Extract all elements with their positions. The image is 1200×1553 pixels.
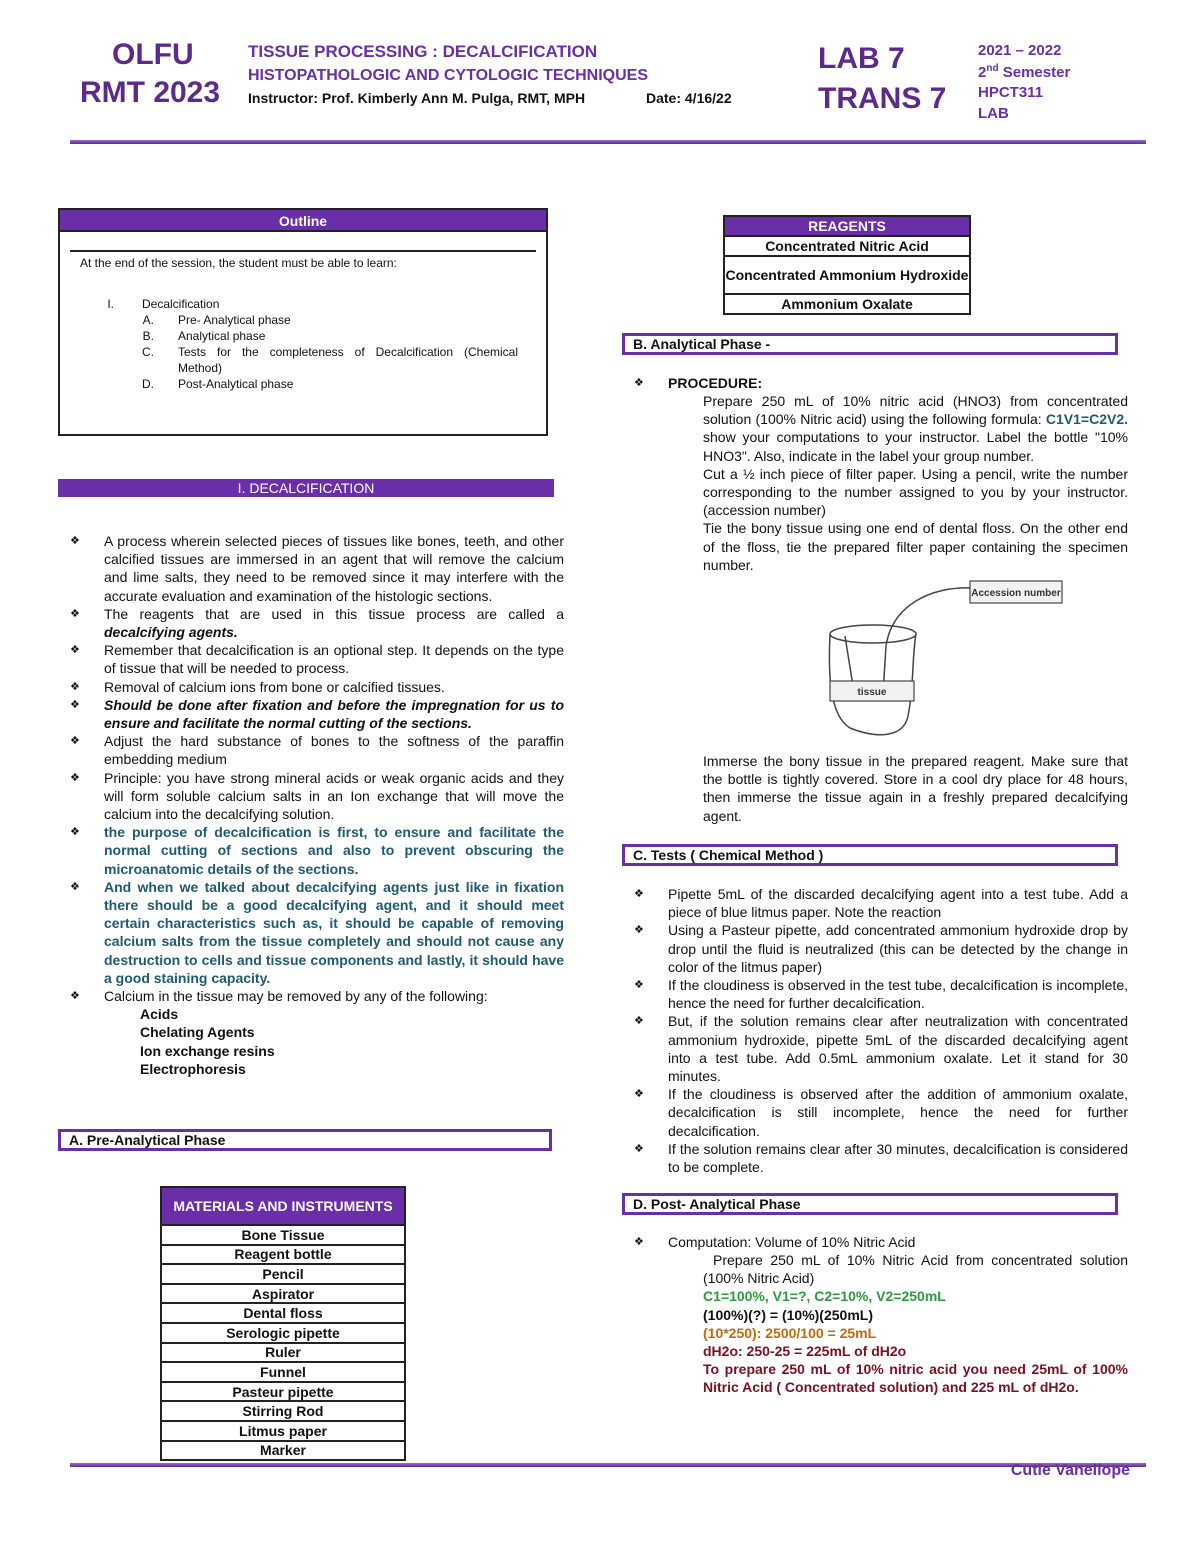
- list-item: ❖ Remember that decalcification is an optional step. It depends on the type of tissue that will be needed to process.: [70, 642, 564, 677]
- list-item: ❖ The reagents that are used in this tissue process are called a decalcifying agents.: [70, 605, 564, 641]
- list-item: ❖ Should be done after fixation and before the impregnation for us to ensure and facilitate the normal cutting of the sections.: [70, 696, 564, 732]
- bottle-diagram: [820, 576, 1070, 746]
- outline-subitem: D. Post-Analytical phase: [142, 377, 294, 391]
- trans-number: TRANS 7: [818, 82, 947, 115]
- tests-heading: C. Tests ( Chemical Method ): [622, 844, 1118, 866]
- bullet-icon: ❖: [70, 698, 80, 711]
- bullet-icon: ❖: [634, 1015, 644, 1028]
- instructor: Instructor: Prof. Kimberly Ann M. Pulga, RMT, MPH: [248, 90, 586, 106]
- list-item: ❖ the purpose of decalcification is first, to ensure and facilitate the normal cutting of sections and also to prevent obscuring the microanatomic details of the sections.: [70, 824, 564, 877]
- tests-list: [622, 885, 1128, 1176]
- bullet-icon: ❖: [70, 771, 80, 784]
- list-item: ❖ And when we talked about decalcifying agents just like in fixation there should be a good decalcifying agent, and it should meet certain characteristics such as, it should be capable of removing calcium salts from the tissue completely and should not cause any destruction to cells and tissue components and lastly, it should have a good staining capacity.: [70, 878, 564, 986]
- footer-author: Cutie Vanellope: [1010, 1462, 1130, 1479]
- table-row: Ammonium Oxalate: [724, 294, 970, 314]
- materials-header: MATERIALS AND INSTRUMENTS: [161, 1187, 405, 1225]
- table-row: Ruler: [161, 1343, 405, 1363]
- computation-water: dH2o: 250-25 = 225mL of dH2o: [703, 1343, 907, 1360]
- list-item: ❖ Calcium in the tissue may be removed by any of the following:: [70, 988, 488, 1005]
- logo-line-1: OLFU: [112, 38, 194, 71]
- bullet-icon: ❖: [634, 1236, 644, 1248]
- outline-subitem: C. Tests for the completeness of Decalcification (Chemical Method): [142, 345, 518, 375]
- date: Date: 4/16/22: [646, 90, 732, 106]
- list-item: ❖ Adjust the hard substance of bones to the softness of the paraffin embedding medium: [70, 733, 564, 768]
- outline-subitem: A. Pre- Analytical phase: [142, 313, 291, 327]
- table-row: Serologic pipette: [161, 1323, 405, 1343]
- bullet-icon: ❖: [70, 644, 80, 657]
- bullet-icon: ❖: [634, 1142, 644, 1155]
- course-type: LAB: [978, 105, 1009, 122]
- bullet-icon: ❖: [70, 680, 80, 693]
- procedure-step: Immerse the bony tissue in the prepared reagent. Make sure that the bottle is tightly covered. Store in a cool dry place for 48 hours, then immerse the tissue again in a freshly prepared decalcifying agent.: [703, 753, 1128, 824]
- list-item: ❖ Removal of calcium ions from bone or calcified tissues.: [70, 678, 445, 695]
- outline-intro: At the end of the session, the student must be able to learn:: [80, 256, 397, 270]
- bullet-icon: ❖: [70, 826, 80, 839]
- post-analytical-heading: D. Post- Analytical Phase: [622, 1193, 1118, 1215]
- decalcification-heading: I. DECALCIFICATION: [58, 479, 554, 497]
- semester: 2nd Semester: [978, 63, 1071, 81]
- school-year: 2021 – 2022: [978, 42, 1062, 59]
- list-item: ❖ But, if the solution remains clear after neutralization with concentrated ammonium hydroxide, pipette 5mL of the discarded decalcifying agent into a test tube. Add 0.5mL ammonium oxalate. Let it stand for 30 minutes.: [634, 1013, 1128, 1085]
- bullet-icon: ❖: [70, 880, 80, 893]
- reagents-header: REAGENTS: [724, 216, 970, 236]
- outline-heading: Outline: [60, 210, 546, 232]
- pre-analytical-heading: A. Pre-Analytical Phase: [58, 1129, 552, 1151]
- page-subtitle: HISTOPATHOLOGIC AND CYTOLOGIC TECHNIQUES: [248, 67, 649, 84]
- list-item: ❖ A process wherein selected pieces of tissues like bones, teeth, and other calcified tissues are immersed in an agent that will remove the calcium and lime salts, they need to be removed since it may interfere with the accurate evaluation and examination of the histologic sections.: [70, 533, 564, 604]
- table-row: Aspirator: [161, 1284, 405, 1304]
- computation-block: [703, 1251, 1128, 1397]
- list-item: ❖ If the cloudiness is observed in the test tube, decalcification is incomplete, hence the need for further decalcification.: [634, 977, 1128, 1012]
- table-row: Marker: [161, 1441, 405, 1461]
- list-item: ❖ Pipette 5mL of the discarded decalcifying agent into a test tube. Add a piece of blue litmus paper. Note the reaction: [634, 886, 1128, 921]
- table-row: Stirring Rod: [161, 1401, 405, 1421]
- post-list: [622, 1233, 1128, 1251]
- course-code: HPCT311: [978, 84, 1044, 101]
- computation-given: C1=100%, V1=?, C2=10%, V2=250mL: [703, 1288, 946, 1305]
- header-divider: [70, 140, 1146, 144]
- computation-equation: (100%)(?) = (10%)(250mL): [703, 1306, 873, 1323]
- computation-text: Prepare 250 mL of 10% Nitric Acid from concentrated solution (100% Nitric Acid): [703, 1252, 1128, 1287]
- decalcification-list: [58, 532, 564, 1078]
- remover-item: Chelating Agents: [140, 1024, 255, 1041]
- remover-item: Acids: [140, 1006, 179, 1023]
- list-item: ❖ If the solution remains clear after 30 minutes, decalcification is considered to be complete.: [634, 1140, 1128, 1176]
- outline-item: I. Decalcification: [107, 297, 220, 311]
- table-row: Reagent bottle: [161, 1245, 405, 1265]
- remover-item: Ion exchange resins: [140, 1042, 275, 1059]
- bullet-icon: ❖: [70, 535, 80, 547]
- procedure-label: ❖ PROCEDURE:: [634, 375, 763, 391]
- accession-label: Accession number: [971, 588, 1061, 599]
- reagents-table: [723, 215, 971, 315]
- lab-number: LAB 7: [818, 42, 905, 75]
- computation-calc: (10*250): 2500/100 = 25mL: [703, 1324, 877, 1341]
- footer-divider: [70, 1463, 1146, 1467]
- procedure-step: Tie the bony tissue using one end of dental floss. On the other end of the floss, tie the prepared filter paper containing the specimen number.: [703, 520, 1128, 573]
- tissue-thread: [845, 636, 853, 686]
- bullet-icon: ❖: [70, 607, 80, 620]
- bottle-mouth: [830, 625, 916, 643]
- table-row: Pencil: [161, 1264, 405, 1284]
- table-row: Litmus paper: [161, 1421, 405, 1441]
- computation-conclusion: To prepare 250 mL of 10% nitric acid you need 25mL of 100% Nitric Acid ( Concentrated solution) and 225 mL of dH2o.: [703, 1361, 1128, 1396]
- bullet-icon: ❖: [634, 377, 644, 389]
- list-item: ❖ If the cloudiness is observed after the addition of ammonium oxalate, decalcification is still incomplete, hence the need for further decalcification.: [634, 1086, 1128, 1139]
- bullet-icon: ❖: [70, 990, 80, 1003]
- table-row: Bone Tissue: [161, 1225, 405, 1245]
- procedure-step: Prepare 250 mL of 10% nitric acid (HNO3) from concentrated solution (100% Nitric acid) using the following formula: C1V1=C2V2. show your computations to your instructor. Label the bottle "10% HNO3". Also, indicate in the label your group number.: [703, 393, 1128, 464]
- bullet-icon: ❖: [634, 1088, 644, 1101]
- outline-list: [60, 296, 546, 392]
- page-title: TISSUE PROCESSING : DECALCIFICATION: [248, 42, 598, 61]
- materials-table: [160, 1186, 406, 1461]
- table-row: Pasteur pipette: [161, 1382, 405, 1402]
- list-item: ❖ Principle: you have strong mineral acids or weak organic acids and they will form soluble calcium salts in an Ion exchange that will move the calcium into the decalcifying solution.: [70, 769, 564, 823]
- bullet-icon: ❖: [70, 735, 80, 748]
- procedure-steps: [703, 392, 1128, 574]
- tissue-label: tissue: [857, 687, 887, 698]
- outline-box: [58, 208, 548, 436]
- list-item: ❖ Computation: Volume of 10% Nitric Acid: [634, 1234, 916, 1250]
- table-row: Concentrated Ammonium Hydroxide: [724, 256, 970, 294]
- logo-line-2: RMT 2023: [80, 76, 221, 109]
- remover-item: Electrophoresis: [140, 1060, 246, 1077]
- analytical-heading: B. Analytical Phase -: [622, 333, 1118, 355]
- table-row: Concentrated Nitric Acid: [724, 236, 970, 256]
- list-item: ❖ Using a Pasteur pipette, add concentrated ammonium hydroxide drop by drop until the fluid is neutralized (this can be detected by the change in color of the litmus paper): [634, 922, 1128, 975]
- table-row: Funnel: [161, 1362, 405, 1382]
- outline-subitem: B. Analytical phase: [142, 329, 266, 343]
- bullet-icon: ❖: [634, 924, 644, 937]
- bullet-icon: ❖: [634, 979, 644, 992]
- bullet-icon: ❖: [634, 888, 644, 900]
- procedure-step: Cut a ½ inch piece of filter paper. Using a pencil, write the number corresponding to the number assigned to you by your instructor. (accession number): [703, 465, 1128, 519]
- procedure-list: [622, 374, 1128, 392]
- table-row: Dental floss: [161, 1303, 405, 1323]
